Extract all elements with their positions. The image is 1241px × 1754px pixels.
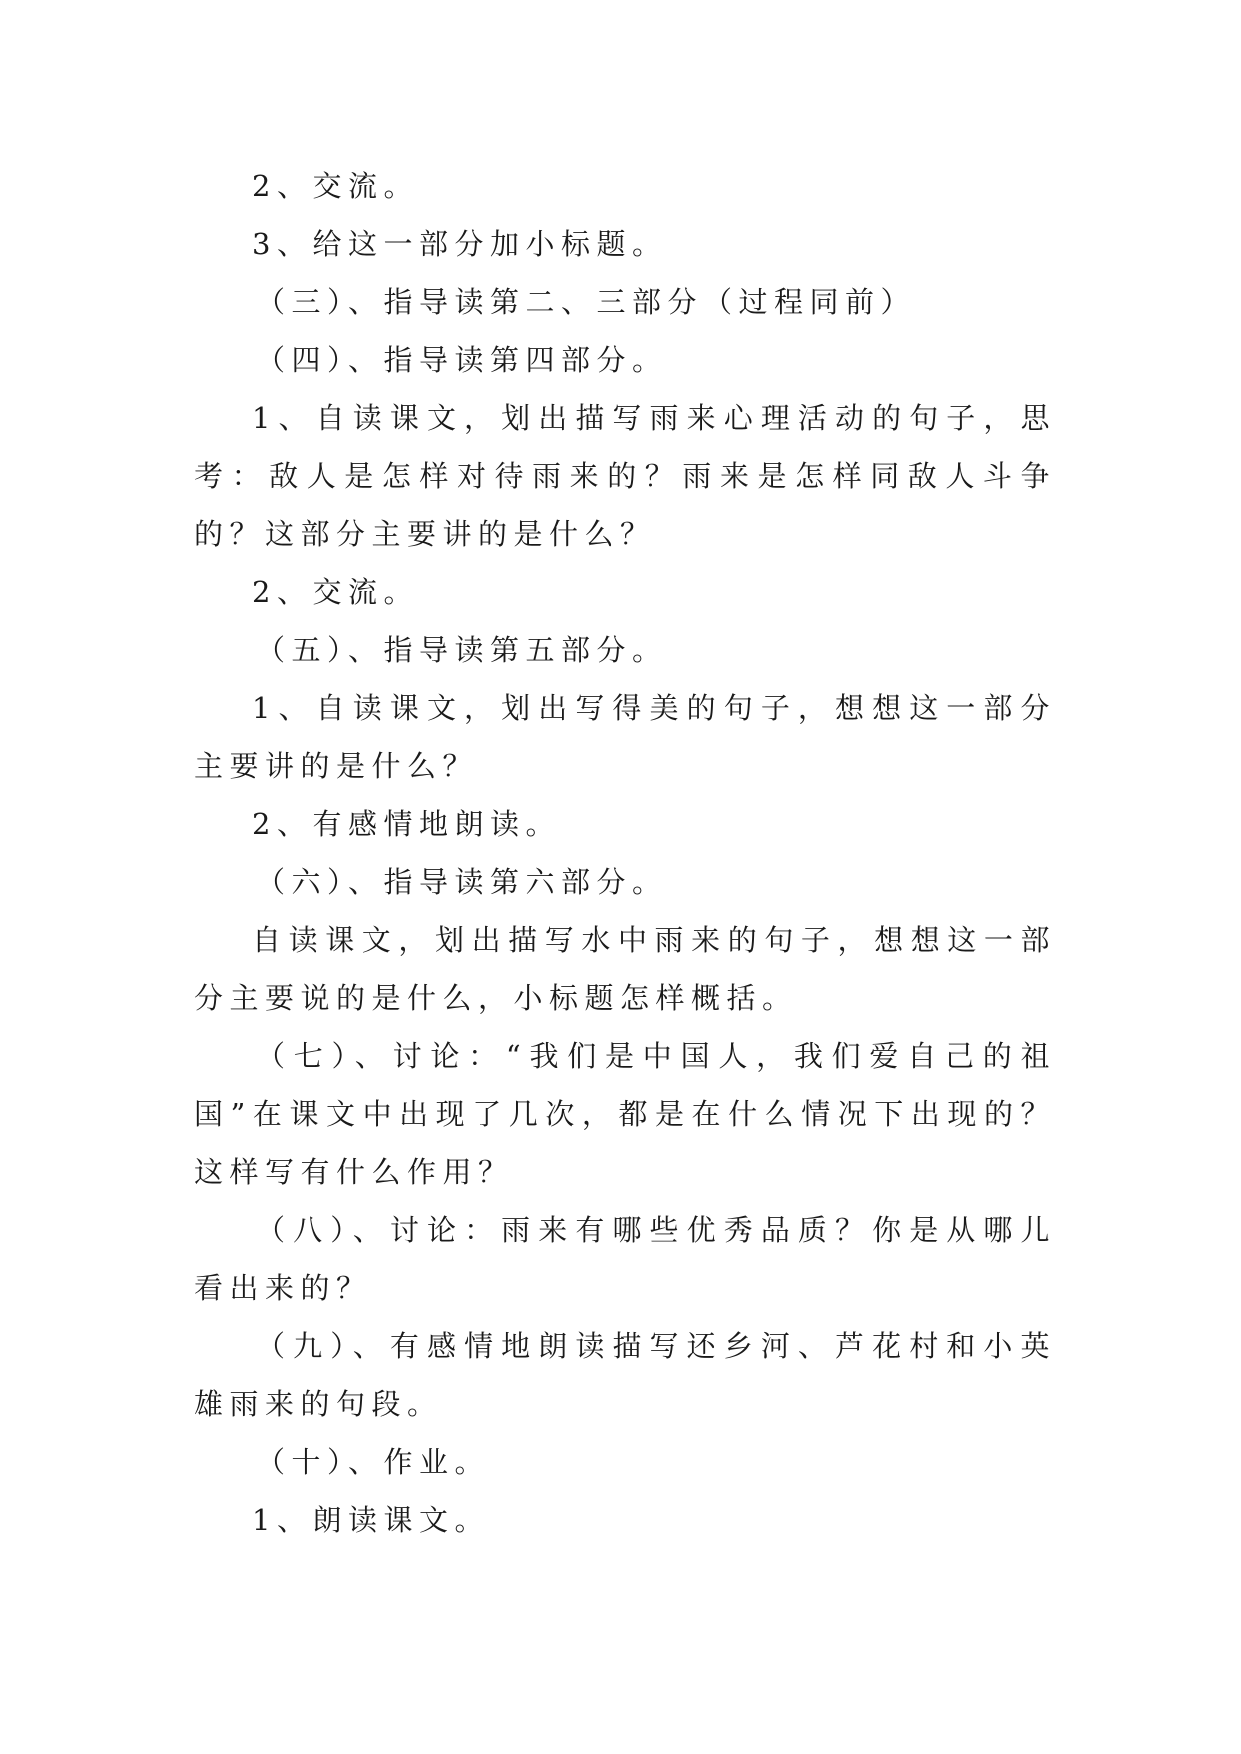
paragraph-section-8: （八）、讨论：雨来有哪些优秀品质？你是从哪儿看出来的？ [194,1213,1056,1305]
paragraph-read-part-6: 自读课文，划出描写水中雨来的句子，想想这一部分主要说的是什么，小标题怎样概括。 [194,923,1056,1015]
paragraph-read-aloud: 2、有感情地朗读。 [252,807,561,841]
paragraph-section-9: （九）、有感情地朗读描写还乡河、芦花村和小英雄雨来的句段。 [194,1329,1056,1421]
paragraph-section-10: （十）、作业。 [256,1445,491,1479]
paragraph-read-part-5: 1、自读课文，划出写得美的句子，想想这一部分主要讲的是什么？ [194,691,1056,783]
paragraph-homework-1: 1、朗读课文。 [252,1503,490,1537]
paragraph-section-3: （三）、指导读第二、三部分（过程同前） [256,285,917,319]
paragraph-section-4: （四）、指导读第四部分。 [256,343,668,377]
document-body [194,157,1056,1549]
paragraph-section-7: （七）、讨论：“我们是中国人，我们爱自己的祖国”在课文中出现了几次，都是在什么情况下出现的？这样写有什么作用？ [194,1039,1056,1189]
paragraph-read-part-4: 1、自读课文，划出描写雨来心理活动的句子，思考：敌人是怎样对待雨来的？雨来是怎样同敌人斗争的？这部分主要讲的是什么？ [194,401,1056,551]
paragraph-exchange-1: 2、交流。 [252,169,419,203]
paragraph-exchange-2: 2、交流。 [252,575,419,609]
paragraph-add-subtitle: 3、给这一部分加小标题。 [252,227,668,261]
paragraph-section-5: （五）、指导读第五部分。 [256,633,668,667]
paragraph-section-6: （六）、指导读第六部分。 [256,865,668,899]
